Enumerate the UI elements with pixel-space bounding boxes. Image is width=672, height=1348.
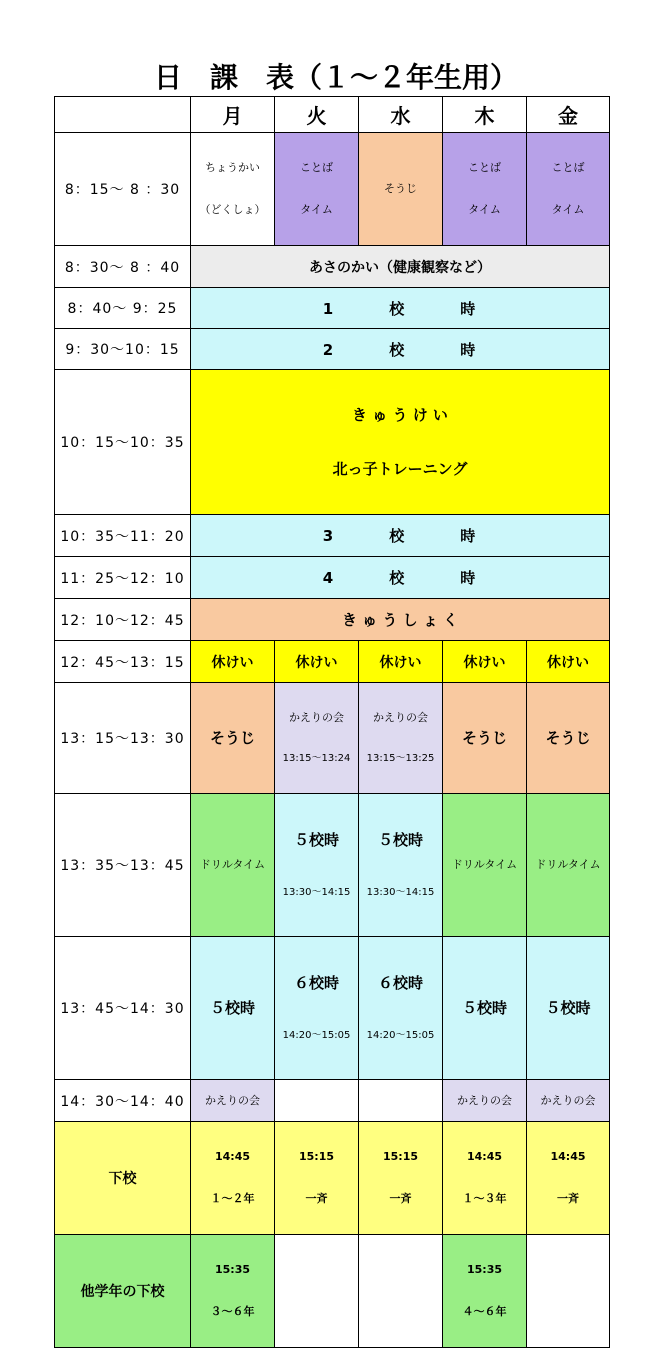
cell-time: 13:30～14:15 xyxy=(282,887,351,898)
cell-wed xyxy=(359,937,443,1080)
time-cell: 8：30～ 8 ：40 xyxy=(55,246,191,288)
table-row xyxy=(55,515,610,557)
cell-mon: ５校時 xyxy=(191,937,275,1080)
cell-time: 15:35 xyxy=(466,1263,502,1276)
time-cell: 13：35～13：45 xyxy=(55,794,191,937)
cell-thu: ドリルタイム xyxy=(443,794,527,937)
cell-line: 一斉 xyxy=(389,1192,412,1205)
period-ji: 時 xyxy=(460,299,478,318)
table-row xyxy=(55,370,610,515)
cell-thu xyxy=(443,1235,527,1348)
time-cell: 10：15～10：35 xyxy=(55,370,191,515)
cell-thu: かえりの会 xyxy=(443,1080,527,1122)
cell-thu: ５校時 xyxy=(443,937,527,1080)
day-header-fri: 金 xyxy=(527,97,610,133)
cell-tue xyxy=(275,683,359,794)
table-row xyxy=(55,1080,610,1122)
table-row xyxy=(55,133,610,246)
table-row xyxy=(55,641,610,683)
cell-line: （どくしょ） xyxy=(199,203,266,216)
cell-time: 15:15 xyxy=(382,1150,418,1163)
cell-line: かえりの会 xyxy=(373,711,428,724)
cell-mon xyxy=(191,1235,275,1348)
cell-time: 14:45 xyxy=(466,1150,502,1163)
day-header-thu: 木 xyxy=(443,97,527,133)
cell-mon: 休けい xyxy=(191,641,275,683)
span-cell: あさのかい（健康観察など） xyxy=(191,246,610,288)
cell-fri xyxy=(527,133,610,246)
time-cell: 12：10～12：45 xyxy=(55,599,191,641)
cell-wed xyxy=(359,794,443,937)
timetable xyxy=(54,96,610,1348)
table-row xyxy=(55,246,610,288)
cell-fri: ５校時 xyxy=(527,937,610,1080)
cell-line: １～２年 xyxy=(210,1192,255,1205)
cell-time: 14:20～15:05 xyxy=(282,1030,351,1041)
cell-thu xyxy=(443,133,527,246)
cell-time: 13:30～14:15 xyxy=(366,887,435,898)
cell-mon xyxy=(191,1122,275,1235)
cell-time: 14:45 xyxy=(550,1150,586,1163)
cell-time: 15:15 xyxy=(298,1150,334,1163)
training-label: 北っ子トレーニング xyxy=(332,460,468,478)
period-ji: 時 xyxy=(460,569,478,587)
period-number: 3 xyxy=(322,527,336,545)
table-row xyxy=(55,937,610,1080)
cell-wed: そうじ xyxy=(359,133,443,246)
label-cell: 他学年の下校 xyxy=(55,1235,191,1348)
page-title: 日 課 表（１～２年生用） xyxy=(153,61,518,94)
table-row xyxy=(55,288,610,329)
cell-mon xyxy=(191,133,275,246)
table-row xyxy=(55,329,610,370)
label-cell: 下校 xyxy=(55,1122,191,1235)
cell-time: 14:45 xyxy=(214,1150,250,1163)
time-cell: 8：15～ 8 ：30 xyxy=(55,133,191,246)
table-row xyxy=(55,794,610,937)
period-kou: 校 xyxy=(389,527,407,545)
cell-line: タイム xyxy=(300,203,333,216)
cell-wed xyxy=(359,1080,443,1122)
cell-fri: ドリルタイム xyxy=(527,794,610,937)
cell-line: ４～６年 xyxy=(462,1305,507,1318)
cell-line: 一斉 xyxy=(557,1192,579,1205)
time-cell: 13：45～14：30 xyxy=(55,937,191,1080)
header-row xyxy=(55,97,610,133)
cell-time: 13:15～13:25 xyxy=(366,753,435,764)
cell-line: タイム xyxy=(551,203,585,216)
cell-tue: 休けい xyxy=(275,641,359,683)
cell-thu xyxy=(443,1122,527,1235)
period-number: 4 xyxy=(322,569,336,587)
cell-line: タイム xyxy=(468,203,501,216)
cell-thu: そうじ xyxy=(443,683,527,794)
cell-line: ことば xyxy=(300,161,333,174)
cell-tue xyxy=(275,133,359,246)
period-ji: 時 xyxy=(460,340,478,359)
cell-line: ことば xyxy=(551,161,585,174)
table-row xyxy=(55,1235,610,1348)
period-kou: 校 xyxy=(389,340,407,359)
cell-line: ６校時 xyxy=(293,974,339,992)
day-header-mon: 月 xyxy=(191,97,275,133)
time-cell: 11：25～12：10 xyxy=(55,557,191,599)
cell-line: ３～６年 xyxy=(210,1305,255,1318)
period-ji: 時 xyxy=(460,527,478,545)
cell-line: ５校時 xyxy=(377,831,423,849)
period-cell xyxy=(191,329,610,370)
cell-mon: そうじ xyxy=(191,683,275,794)
cell-mon: ドリルタイム xyxy=(191,794,275,937)
period-cell xyxy=(191,515,610,557)
time-cell: 14：30～14：40 xyxy=(55,1080,191,1122)
time-cell: 12：45～13：15 xyxy=(55,641,191,683)
cell-fri: かえりの会 xyxy=(527,1080,610,1122)
cell-time: 13:15～13:24 xyxy=(282,753,351,764)
cell-line: かえりの会 xyxy=(289,711,344,724)
cell-wed xyxy=(359,1122,443,1235)
cell-tue xyxy=(275,794,359,937)
table-row xyxy=(55,683,610,794)
lunch-cell: き ゅ う し ょ く xyxy=(191,599,610,641)
cell-line: ことば xyxy=(468,161,501,174)
cell-thu: 休けい xyxy=(443,641,527,683)
break-label: き ゅ う け い xyxy=(352,406,448,424)
period-kou: 校 xyxy=(389,299,407,318)
break-cell xyxy=(191,370,610,515)
period-number: 2 xyxy=(322,340,336,359)
table-row xyxy=(55,1122,610,1235)
time-cell: 9：30～10：15 xyxy=(55,329,191,370)
cell-fri xyxy=(527,1235,610,1348)
period-number: 1 xyxy=(322,299,336,318)
cell-line: ５校時 xyxy=(293,831,339,849)
time-cell: 13：15～13：30 xyxy=(55,683,191,794)
cell-time: 14:20～15:05 xyxy=(366,1030,435,1041)
cell-line: ちょうかい xyxy=(205,161,260,174)
cell-tue xyxy=(275,937,359,1080)
header-blank-cell xyxy=(55,97,191,133)
time-cell: 8：40～ 9：25 xyxy=(55,288,191,329)
cell-fri: 休けい xyxy=(527,641,610,683)
cell-line: １～３年 xyxy=(462,1192,507,1205)
cell-wed xyxy=(359,1235,443,1348)
time-cell: 10：35～11：20 xyxy=(55,515,191,557)
cell-wed: 休けい xyxy=(359,641,443,683)
table-row xyxy=(55,599,610,641)
period-cell xyxy=(191,288,610,329)
cell-time: 15:35 xyxy=(214,1263,250,1276)
cell-mon: かえりの会 xyxy=(191,1080,275,1122)
table-row xyxy=(55,557,610,599)
period-cell xyxy=(191,557,610,599)
cell-fri: そうじ xyxy=(527,683,610,794)
cell-tue xyxy=(275,1235,359,1348)
cell-line: 一斉 xyxy=(305,1192,328,1205)
cell-line: ６校時 xyxy=(377,974,423,992)
day-header-tue: 火 xyxy=(275,97,359,133)
day-header-wed: 水 xyxy=(359,97,443,133)
cell-tue xyxy=(275,1122,359,1235)
cell-fri xyxy=(527,1122,610,1235)
cell-wed xyxy=(359,683,443,794)
cell-tue xyxy=(275,1080,359,1122)
period-kou: 校 xyxy=(389,569,407,587)
